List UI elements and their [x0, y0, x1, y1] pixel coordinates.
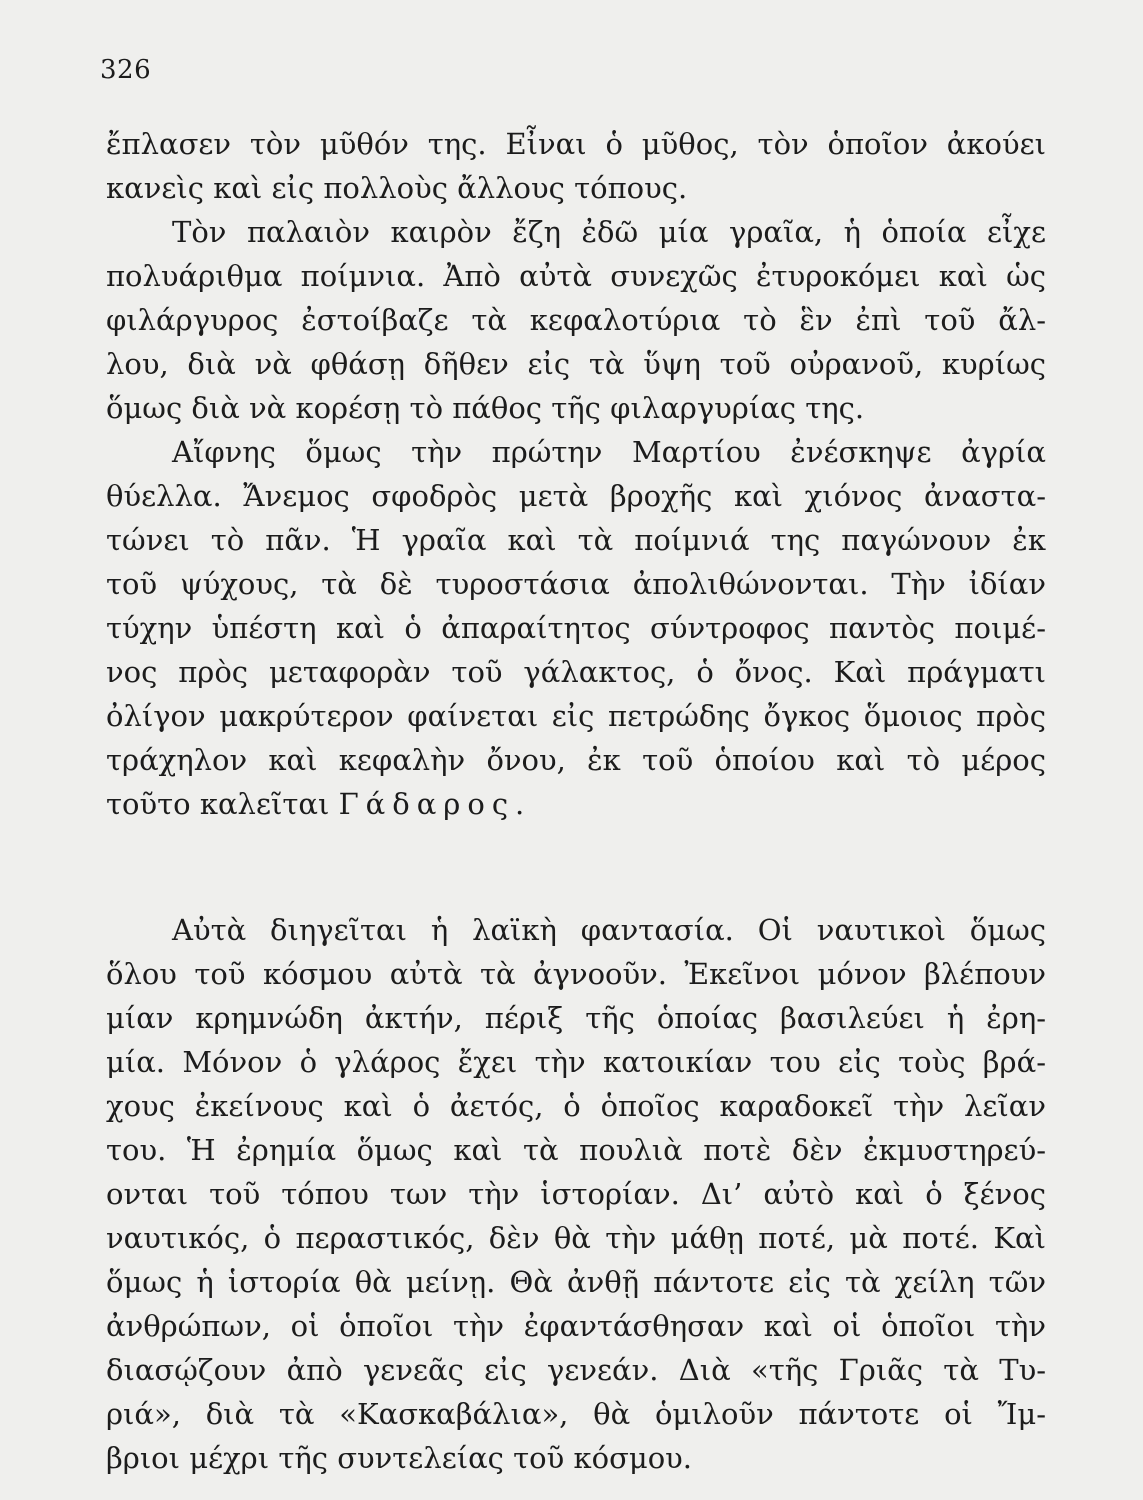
text-line: Αὐτὰ διηγεῖται ἡ λαϊκὴ φαντασία. Οἱ ναυτικοὶ ὅμως	[172, 913, 1046, 947]
text-line: λου, διὰ νὰ φθάσῃ δῆθεν εἰς τὰ ὕψη τοῦ οὐρανοῦ, κυρίως	[106, 347, 1046, 381]
page-number: 326	[100, 55, 152, 85]
text-line: χους ἐκείνους καὶ ὁ ἀετός, ὁ ὁποῖος καραδοκεῖ τὴν λεῖαν	[106, 1089, 1046, 1123]
body-text	[106, 122, 1046, 1480]
text-line: διασῴζουν ἀπὸ γενεᾶς εἰς γενεάν. Διὰ «τῆς Γριᾶς τὰ Τυ-	[106, 1353, 1046, 1387]
text-line: μίαν κρημνώδη ἀκτήν, πέριξ τῆς ὁποίας βασιλεύει ἡ ἐρη-	[106, 1001, 1046, 1035]
text-line: ὀλίγον μακρύτερον φαίνεται εἰς πετρώδης ὄγκος ὅμοιος πρὸς	[106, 699, 1046, 733]
paragraph	[106, 430, 1046, 826]
text-line: νος πρὸς μεταφορὰν τοῦ γάλακτος, ὁ ὄνος. Καὶ πράγματι	[106, 655, 1046, 689]
text-line: τράχηλον καὶ κεφαλὴν ὄνου, ἐκ τοῦ ὁποίου καὶ τὸ μέρος	[106, 743, 1046, 777]
section-gap	[106, 826, 1046, 908]
text-line: ὅλου τοῦ κόσμου αὐτὰ τὰ ἀγνοοῦν. Ἐκεῖνοι μόνον βλέπουν	[106, 957, 1046, 991]
text-fragment: τοῦτο καλεῖται	[106, 787, 330, 821]
text-line	[106, 782, 1046, 826]
text-line: του. Ἡ ἐρημία ὅμως καὶ τὰ πουλιὰ ποτὲ δὲν ἐκμυστηρεύ-	[106, 1133, 1046, 1167]
place-name: Γάδαρος.	[338, 787, 532, 821]
text-line: κανεὶς καὶ εἰς πολλοὺς ἄλλους τόπους.	[106, 171, 688, 205]
text-line: ναυτικός, ὁ περαστικός, δὲν θὰ τὴν μάθῃ ποτέ, μὰ ποτέ. Καὶ	[106, 1221, 1046, 1255]
paragraph	[106, 122, 1046, 210]
paragraph	[106, 908, 1046, 1480]
text-line: Τὸν παλαιὸν καιρὸν ἔζη ἐδῶ μία γραῖα, ἡ ὁποία εἶχε	[172, 215, 1046, 249]
text-line: θύελλα. Ἄνεμος σφοδρὸς μετὰ βροχῆς καὶ χιόνος ἀναστα-	[106, 479, 1046, 513]
text-line: μία. Μόνον ὁ γλάρος ἔχει τὴν κατοικίαν του εἰς τοὺς βρά-	[106, 1045, 1046, 1079]
text-line: ἀνθρώπων, οἱ ὁποῖοι τὴν ἐφαντάσθησαν καὶ οἱ ὁποῖοι τὴν	[106, 1309, 1046, 1343]
text-line: ονται τοῦ τόπου των τὴν ἱστορίαν. Δι’ αὐτὸ καὶ ὁ ξένος	[106, 1177, 1046, 1211]
text-line: ριά», διὰ τὰ «Κασκαβάλια», θὰ ὁμιλοῦν πάντοτε οἱ Ἴμ-	[106, 1397, 1046, 1431]
text-line: βριοι μέχρι τῆς συντελείας τοῦ κόσμου.	[106, 1441, 693, 1475]
text-line: Αἴφνης ὅμως τὴν πρώτην Μαρτίου ἐνέσκηψε ἀγρία	[172, 435, 1046, 469]
text-line: ἔπλασεν τὸν μῦθόν της. Εἶναι ὁ μῦθος, τὸν ὁποῖον ἀκούει	[106, 127, 1046, 161]
text-line: τύχην ὑπέστη καὶ ὁ ἀπαραίτητος σύντροφος παντὸς ποιμέ-	[106, 611, 1046, 645]
paragraph	[106, 210, 1046, 430]
text-line: ὅμως ἡ ἱστορία θὰ μείνῃ. Θὰ ἀνθῇ πάντοτε εἰς τὰ χείλη τῶν	[106, 1265, 1046, 1299]
text-line: τώνει τὸ πᾶν. Ἡ γραῖα καὶ τὰ ποίμνιά της παγώνουν ἐκ	[106, 523, 1046, 557]
text-line: τοῦ ψύχους, τὰ δὲ τυροστάσια ἀπολιθώνονται. Τὴν ἰδίαν	[106, 567, 1046, 601]
text-line: ὅμως διὰ νὰ κορέσῃ τὸ πάθος τῆς φιλαργυρίας της.	[106, 391, 865, 425]
text-line: πολυάριθμα ποίμνια. Ἀπὸ αὐτὰ συνεχῶς ἐτυροκόμει καὶ ὡς	[106, 259, 1046, 293]
text-line: φιλάργυρος ἐστοίβαζε τὰ κεφαλοτύρια τὸ ἓν ἐπὶ τοῦ ἄλ-	[106, 303, 1046, 337]
